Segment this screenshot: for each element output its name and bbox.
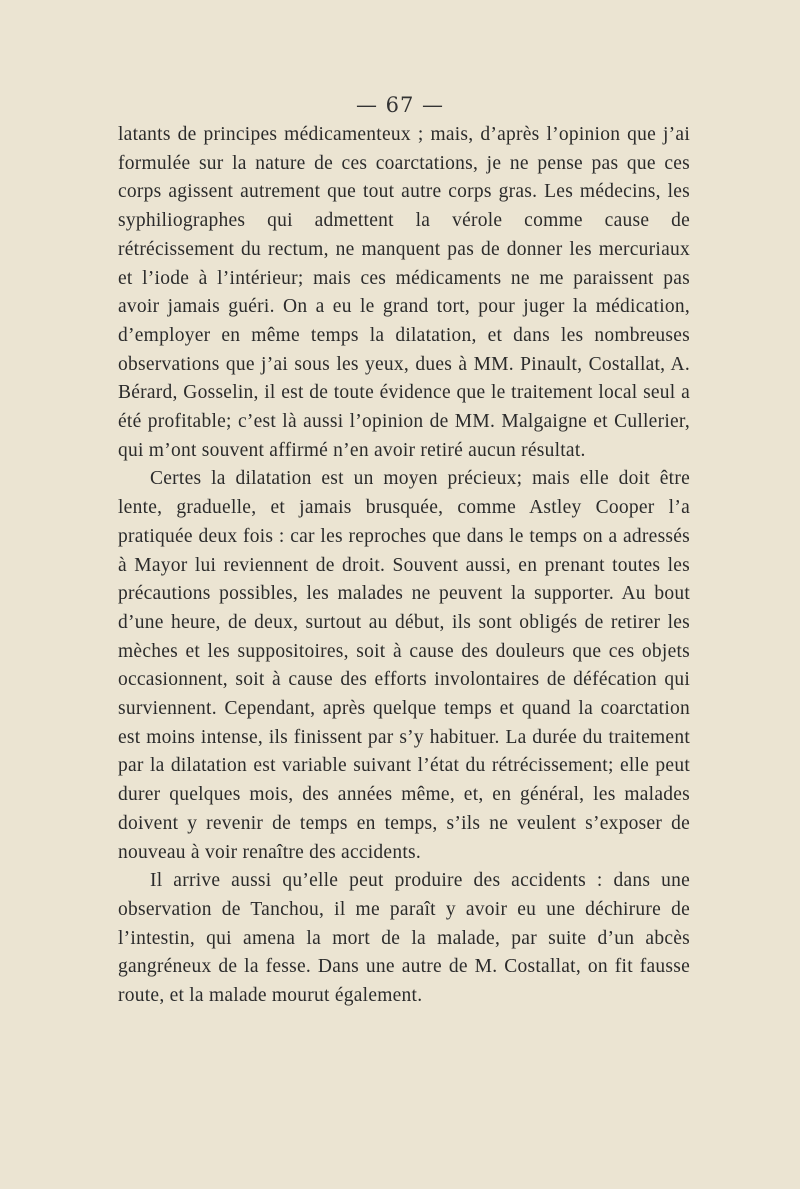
page-number: — 67 — — [355, 93, 445, 117]
paragraph-1: latants de principes médicamenteux ; mais, d’après l’opinion que j’ai formulée sur la nature de ces coarctations, je ne pense pas que ces corps agissent autrement que tout autre corps gras. Les médecins, les syphiliographes qui admettent la vérole comme cause de rétrécissement du rectum, ne manquent pas de donner les mercuriaux et l’iode à l’intérieur; mais ces médicaments ne me paraissent pas avoir jamais guéri. On a eu le grand tort, pour juger la médication, d’employer en même temps la dilatation, et dans les nombreuses observations que j’ai sous les yeux, dues à MM. Pinault, Costallat, A. Bérard, Gosselin, il est de toute évidence que le traitement local seul a été profitable; c’est là aussi l’opinion de MM. Malgaigne et Cullerier, qui m’ont souvent affirmé n’en avoir retiré aucun résultat. — [118, 124, 690, 461]
paragraph-3: Il arrive aussi qu’elle peut produire des accidents : dans une observation de Tanchou, il me paraît y avoir eu une déchirure de l’intestin, qui amena la mort de la malade, par suite d’un abcès gangréneux de la fesse. Dans une autre de M. Costallat, on fit fausse route, et la malade mourut également. — [118, 870, 690, 1007]
body-text — [118, 121, 690, 1011]
paragraph-2: Certes la dilatation est un moyen précieux; mais elle doit être lente, graduelle, et jamais brusquée, comme Astley Cooper l’a pratiquée deux fois : car les reproches que dans le temps on a adressés à Mayor lui reviennent de droit. Souvent aussi, en prenant toutes les précautions possibles, les malades ne peuvent la supporter. Au bout d’une heure, de deux, surtout au début, ils sont obligés de retirer les mèches et les suppositoires, soit à cause des douleurs que ces objets occasionnent, soit à cause des efforts involontaires de défécation qui surviennent. Cependant, après quelque temps et quand la coarctation est moins intense, ils finissent par s’y habituer. La durée du traitement par la dilatation est variable suivant l’état du rétrécissement; elle peut durer quelques mois, des années même, et, en général, les malades doivent y revenir de temps en temps, s’ils ne veulent s’exposer de nouveau à voir renaître des accidents. — [118, 468, 690, 863]
